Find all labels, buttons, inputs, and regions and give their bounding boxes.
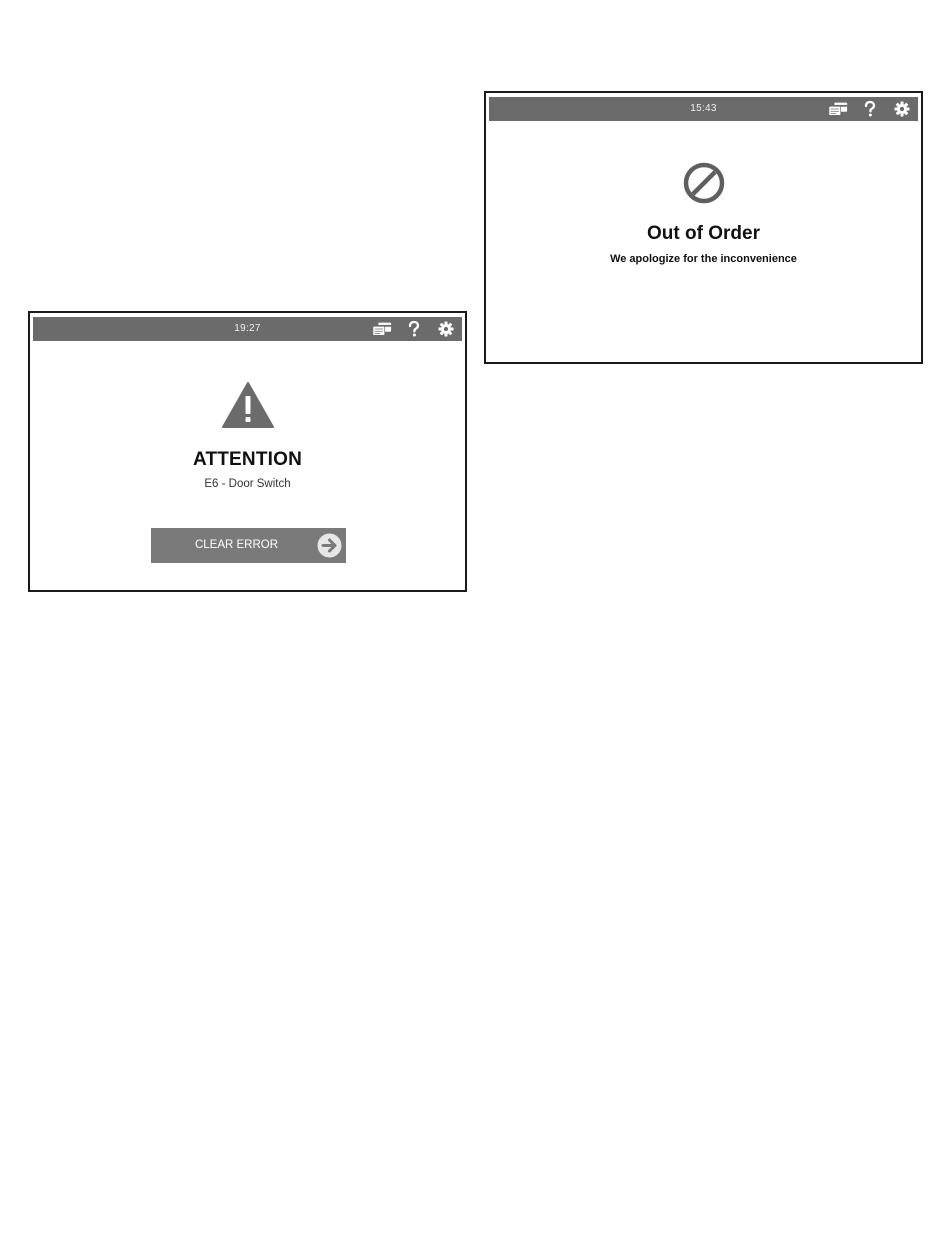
- status-time: 19:27: [234, 323, 261, 334]
- warning-triangle-icon: [221, 381, 275, 429]
- status-bar: [489, 97, 918, 121]
- error-message: E6 - Door Switch: [204, 478, 291, 490]
- page-title: ATTENTION: [192, 449, 303, 470]
- arrow-right-circle-icon: [317, 533, 342, 558]
- status-icons: [372, 317, 456, 341]
- help-icon[interactable]: [860, 99, 880, 119]
- no-entry-icon: [682, 161, 726, 205]
- page-title: Out of Order: [647, 223, 760, 244]
- help-icon[interactable]: [404, 319, 424, 339]
- gear-icon[interactable]: [436, 319, 456, 339]
- gear-icon[interactable]: [892, 99, 912, 119]
- clear-error-button[interactable]: [151, 528, 346, 563]
- clear-error-label: CLEAR ERROR: [194, 539, 279, 551]
- status-icons: [828, 97, 912, 121]
- status-bar: [33, 317, 462, 341]
- payment-card-icon[interactable]: [828, 99, 848, 119]
- status-time: 15:43: [690, 103, 717, 114]
- payment-card-icon[interactable]: [372, 319, 392, 339]
- out-of-order-screen: [484, 91, 923, 364]
- out-of-order-body: [486, 121, 921, 362]
- attention-body: [30, 341, 465, 590]
- attention-screen: [28, 311, 467, 592]
- page-subtitle: We apologize for the inconvenience: [610, 253, 797, 265]
